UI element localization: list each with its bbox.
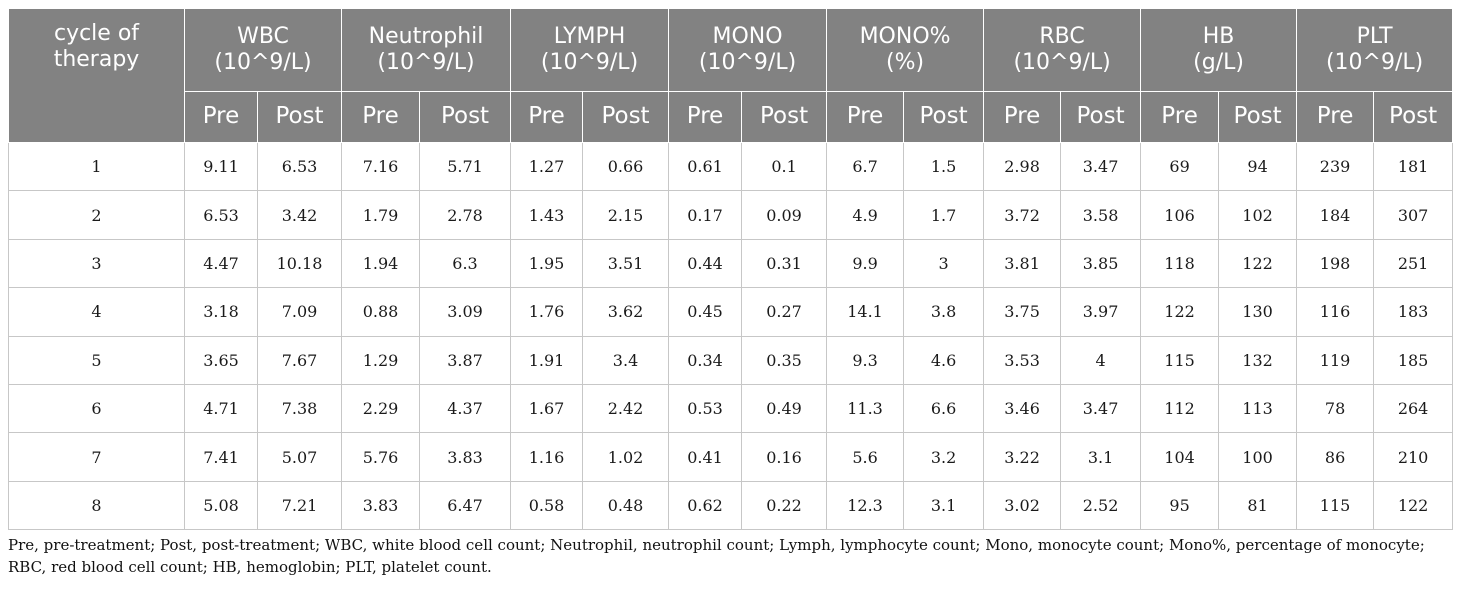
value-cell: 116 bbox=[1297, 288, 1374, 336]
value-cell: 9.9 bbox=[827, 239, 904, 287]
header-pre: Pre bbox=[1141, 92, 1219, 143]
header-post: Post bbox=[904, 92, 984, 143]
value-cell: 118 bbox=[1141, 239, 1219, 287]
value-cell: 0.58 bbox=[511, 481, 583, 529]
value-cell: 3.75 bbox=[984, 288, 1061, 336]
value-cell: 112 bbox=[1141, 384, 1219, 432]
value-cell: 0.48 bbox=[583, 481, 669, 529]
value-cell: 1.16 bbox=[511, 433, 583, 481]
cycle-cell: 5 bbox=[9, 336, 185, 384]
value-cell: 1.02 bbox=[583, 433, 669, 481]
value-cell: 307 bbox=[1374, 191, 1453, 239]
value-cell: 115 bbox=[1141, 336, 1219, 384]
value-cell: 5.71 bbox=[420, 143, 511, 191]
value-cell: 6.3 bbox=[420, 239, 511, 287]
value-cell: 95 bbox=[1141, 481, 1219, 529]
value-cell: 1.76 bbox=[511, 288, 583, 336]
value-cell: 264 bbox=[1374, 384, 1453, 432]
header-pre: Pre bbox=[185, 92, 258, 143]
value-cell: 3.22 bbox=[984, 433, 1061, 481]
value-cell: 198 bbox=[1297, 239, 1374, 287]
value-cell: 3.1 bbox=[1061, 433, 1141, 481]
header-pre: Pre bbox=[827, 92, 904, 143]
value-cell: 10.18 bbox=[258, 239, 342, 287]
cycle-cell: 3 bbox=[9, 239, 185, 287]
value-cell: 0.66 bbox=[583, 143, 669, 191]
header-row-groups bbox=[9, 9, 1453, 92]
value-cell: 1.43 bbox=[511, 191, 583, 239]
value-cell: 0.31 bbox=[742, 239, 827, 287]
value-cell: 5.6 bbox=[827, 433, 904, 481]
value-cell: 81 bbox=[1219, 481, 1297, 529]
value-cell: 3.72 bbox=[984, 191, 1061, 239]
value-cell: 0.45 bbox=[669, 288, 742, 336]
value-cell: 6.47 bbox=[420, 481, 511, 529]
value-cell: 4.47 bbox=[185, 239, 258, 287]
value-cell: 0.61 bbox=[669, 143, 742, 191]
value-cell: 181 bbox=[1374, 143, 1453, 191]
value-cell: 2.42 bbox=[583, 384, 669, 432]
value-cell: 86 bbox=[1297, 433, 1374, 481]
value-cell: 104 bbox=[1141, 433, 1219, 481]
value-cell: 3.85 bbox=[1061, 239, 1141, 287]
value-cell: 3.18 bbox=[185, 288, 258, 336]
value-cell: 102 bbox=[1219, 191, 1297, 239]
header-pre: Pre bbox=[342, 92, 420, 143]
value-cell: 3.87 bbox=[420, 336, 511, 384]
value-cell: 3.97 bbox=[1061, 288, 1141, 336]
value-cell: 122 bbox=[1374, 481, 1453, 529]
value-cell: 3.02 bbox=[984, 481, 1061, 529]
table-row bbox=[9, 384, 1453, 432]
header-post: Post bbox=[420, 92, 511, 143]
value-cell: 2.15 bbox=[583, 191, 669, 239]
value-cell: 3.42 bbox=[258, 191, 342, 239]
value-cell: 0.62 bbox=[669, 481, 742, 529]
table-footnote: Pre, pre-treatment; Post, post-treatment; WBC, white blood cell count; Neutrophil, neutrophil count; Lymph, lymphocyte count; Mono, monocyte count; Mono%, percentage of monocyte; RBC, red blood cell count; HB, hemoglobin; PLT, platelet count. bbox=[8, 536, 1425, 576]
value-cell: 106 bbox=[1141, 191, 1219, 239]
value-cell: 7.41 bbox=[185, 433, 258, 481]
value-cell: 1.95 bbox=[511, 239, 583, 287]
cycle-cell: 6 bbox=[9, 384, 185, 432]
header-post: Post bbox=[742, 92, 827, 143]
value-cell: 6.53 bbox=[185, 191, 258, 239]
value-cell: 0.09 bbox=[742, 191, 827, 239]
value-cell: 7.38 bbox=[258, 384, 342, 432]
value-cell: 3.1 bbox=[904, 481, 984, 529]
value-cell: 78 bbox=[1297, 384, 1374, 432]
value-cell: 0.16 bbox=[742, 433, 827, 481]
table-row bbox=[9, 433, 1453, 481]
header-post: Post bbox=[1061, 92, 1141, 143]
value-cell: 113 bbox=[1219, 384, 1297, 432]
value-cell: 94 bbox=[1219, 143, 1297, 191]
header-group: RBC (10^9/L) bbox=[984, 9, 1141, 92]
value-cell: 1.91 bbox=[511, 336, 583, 384]
value-cell: 7.09 bbox=[258, 288, 342, 336]
value-cell: 2.78 bbox=[420, 191, 511, 239]
table-row bbox=[9, 191, 1453, 239]
value-cell: 3.83 bbox=[420, 433, 511, 481]
value-cell: 0.44 bbox=[669, 239, 742, 287]
value-cell: 122 bbox=[1219, 239, 1297, 287]
header-group: HB (g/L) bbox=[1141, 9, 1297, 92]
value-cell: 1.27 bbox=[511, 143, 583, 191]
value-cell: 4 bbox=[1061, 336, 1141, 384]
header-pre: Pre bbox=[511, 92, 583, 143]
cycle-cell: 1 bbox=[9, 143, 185, 191]
value-cell: 3.4 bbox=[583, 336, 669, 384]
value-cell: 122 bbox=[1141, 288, 1219, 336]
value-cell: 4.71 bbox=[185, 384, 258, 432]
value-cell: 0.1 bbox=[742, 143, 827, 191]
cycle-cell: 4 bbox=[9, 288, 185, 336]
table-row bbox=[9, 143, 1453, 191]
table-row bbox=[9, 336, 1453, 384]
value-cell: 7.21 bbox=[258, 481, 342, 529]
header-group: MONO (10^9/L) bbox=[669, 9, 827, 92]
value-cell: 100 bbox=[1219, 433, 1297, 481]
table-body bbox=[9, 143, 1453, 530]
value-cell: 5.76 bbox=[342, 433, 420, 481]
value-cell: 0.53 bbox=[669, 384, 742, 432]
value-cell: 2.52 bbox=[1061, 481, 1141, 529]
cycle-cell: 8 bbox=[9, 481, 185, 529]
value-cell: 3.58 bbox=[1061, 191, 1141, 239]
table-row bbox=[9, 288, 1453, 336]
value-cell: 12.3 bbox=[827, 481, 904, 529]
header-pre: Pre bbox=[1297, 92, 1374, 143]
value-cell: 0.17 bbox=[669, 191, 742, 239]
value-cell: 2.29 bbox=[342, 384, 420, 432]
value-cell: 0.34 bbox=[669, 336, 742, 384]
cycle-cell: 2 bbox=[9, 191, 185, 239]
value-cell: 1.79 bbox=[342, 191, 420, 239]
value-cell: 3.83 bbox=[342, 481, 420, 529]
header-post: Post bbox=[1374, 92, 1453, 143]
value-cell: 185 bbox=[1374, 336, 1453, 384]
value-cell: 3.51 bbox=[583, 239, 669, 287]
value-cell: 3.2 bbox=[904, 433, 984, 481]
value-cell: 1.29 bbox=[342, 336, 420, 384]
value-cell: 9.3 bbox=[827, 336, 904, 384]
value-cell: 1.94 bbox=[342, 239, 420, 287]
value-cell: 7.67 bbox=[258, 336, 342, 384]
value-cell: 3.46 bbox=[984, 384, 1061, 432]
value-cell: 6.53 bbox=[258, 143, 342, 191]
value-cell: 210 bbox=[1374, 433, 1453, 481]
header-group: WBC (10^9/L) bbox=[185, 9, 342, 92]
value-cell: 0.88 bbox=[342, 288, 420, 336]
value-cell: 5.07 bbox=[258, 433, 342, 481]
value-cell: 1.67 bbox=[511, 384, 583, 432]
blood-parameters-table bbox=[8, 8, 1453, 530]
value-cell: 239 bbox=[1297, 143, 1374, 191]
value-cell: 115 bbox=[1297, 481, 1374, 529]
cycle-cell: 7 bbox=[9, 433, 185, 481]
table-row bbox=[9, 481, 1453, 529]
value-cell: 4.9 bbox=[827, 191, 904, 239]
value-cell: 1.5 bbox=[904, 143, 984, 191]
value-cell: 3.8 bbox=[904, 288, 984, 336]
value-cell: 3.09 bbox=[420, 288, 511, 336]
value-cell: 132 bbox=[1219, 336, 1297, 384]
value-cell: 0.41 bbox=[669, 433, 742, 481]
value-cell: 3.47 bbox=[1061, 384, 1141, 432]
header-group: LYMPH (10^9/L) bbox=[511, 9, 669, 92]
header-row-pre-post bbox=[9, 92, 1453, 143]
header-group: PLT (10^9/L) bbox=[1297, 9, 1453, 92]
header-cycle-of-therapy: cycle of therapy bbox=[9, 9, 185, 143]
value-cell: 0.35 bbox=[742, 336, 827, 384]
header-post: Post bbox=[1219, 92, 1297, 143]
value-cell: 3.47 bbox=[1061, 143, 1141, 191]
value-cell: 5.08 bbox=[185, 481, 258, 529]
value-cell: 0.27 bbox=[742, 288, 827, 336]
table-row bbox=[9, 239, 1453, 287]
header-post: Post bbox=[258, 92, 342, 143]
value-cell: 11.3 bbox=[827, 384, 904, 432]
value-cell: 4.37 bbox=[420, 384, 511, 432]
header-post: Post bbox=[583, 92, 669, 143]
header-pre: Pre bbox=[669, 92, 742, 143]
value-cell: 3 bbox=[904, 239, 984, 287]
value-cell: 130 bbox=[1219, 288, 1297, 336]
value-cell: 3.81 bbox=[984, 239, 1061, 287]
value-cell: 2.98 bbox=[984, 143, 1061, 191]
value-cell: 9.11 bbox=[185, 143, 258, 191]
value-cell: 119 bbox=[1297, 336, 1374, 384]
value-cell: 184 bbox=[1297, 191, 1374, 239]
value-cell: 6.6 bbox=[904, 384, 984, 432]
value-cell: 4.6 bbox=[904, 336, 984, 384]
value-cell: 6.7 bbox=[827, 143, 904, 191]
value-cell: 3.65 bbox=[185, 336, 258, 384]
value-cell: 3.62 bbox=[583, 288, 669, 336]
value-cell: 0.49 bbox=[742, 384, 827, 432]
value-cell: 69 bbox=[1141, 143, 1219, 191]
value-cell: 3.53 bbox=[984, 336, 1061, 384]
value-cell: 183 bbox=[1374, 288, 1453, 336]
header-group: Neutrophil (10^9/L) bbox=[342, 9, 511, 92]
header-pre: Pre bbox=[984, 92, 1061, 143]
value-cell: 0.22 bbox=[742, 481, 827, 529]
value-cell: 251 bbox=[1374, 239, 1453, 287]
table-container bbox=[8, 8, 1452, 530]
value-cell: 14.1 bbox=[827, 288, 904, 336]
value-cell: 7.16 bbox=[342, 143, 420, 191]
header-group: MONO% (%) bbox=[827, 9, 984, 92]
value-cell: 1.7 bbox=[904, 191, 984, 239]
